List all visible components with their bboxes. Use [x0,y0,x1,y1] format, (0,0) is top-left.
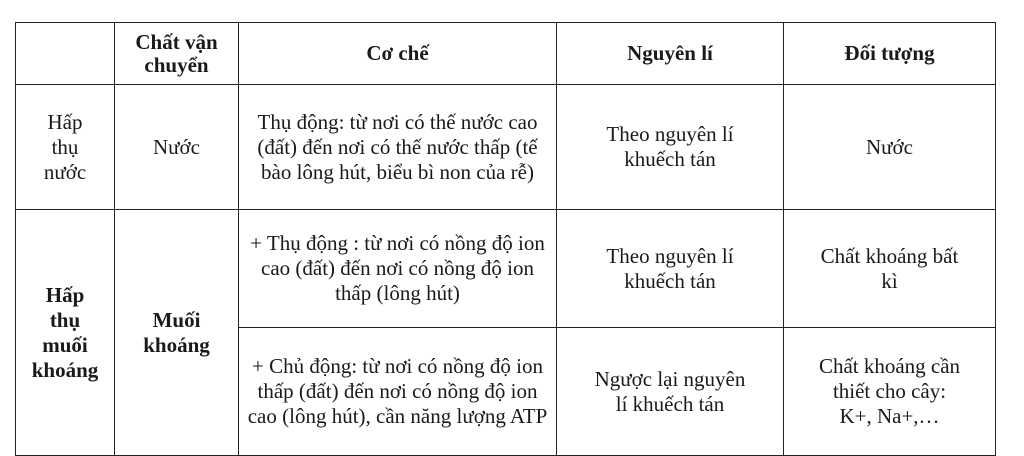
header-empty [16,23,115,85]
mechanism-cell: + Thụ động : từ nơi có nồng độ ion cao (đất) đến nơi có nồng độ ion thấp (lông hút) [239,210,557,328]
header-mechanism: Cơ chế [239,23,557,85]
mechanism-cell: Thụ động: từ nơi có thế nước cao (đất) đến nơi có thế nước thấp (tế bào lông hút, biểu bì non của rễ) [239,85,557,210]
target-cell: Chất khoáng cần thiết cho cây: K+, Na+,… [784,328,996,456]
substance-cell: Muối khoáng [115,210,239,456]
process-cell: Hấp thụ nước [16,85,115,210]
principle-cell: Theo nguyên lí khuếch tán [557,210,784,328]
comparison-table [15,22,996,456]
substance-cell: Nước [115,85,239,210]
target-cell: Nước [784,85,996,210]
process-cell: Hấp thụ muối khoáng [16,210,115,456]
header-principle: Nguyên lí [557,23,784,85]
table-row [16,85,996,210]
principle-cell: Ngược lại nguyên lí khuếch tán [557,328,784,456]
target-cell: Chất khoáng bất kì [784,210,996,328]
principle-cell: Theo nguyên lí khuếch tán [557,85,784,210]
header-target: Đối tượng [784,23,996,85]
mechanism-cell: + Chủ động: từ nơi có nồng độ ion thấp (đất) đến nơi có nồng độ ion cao (lông hút), cần năng lượng ATP [239,328,557,456]
table-header-row [16,23,996,85]
table-row [16,210,996,328]
header-substance: Chất vận chuyển [115,23,239,85]
